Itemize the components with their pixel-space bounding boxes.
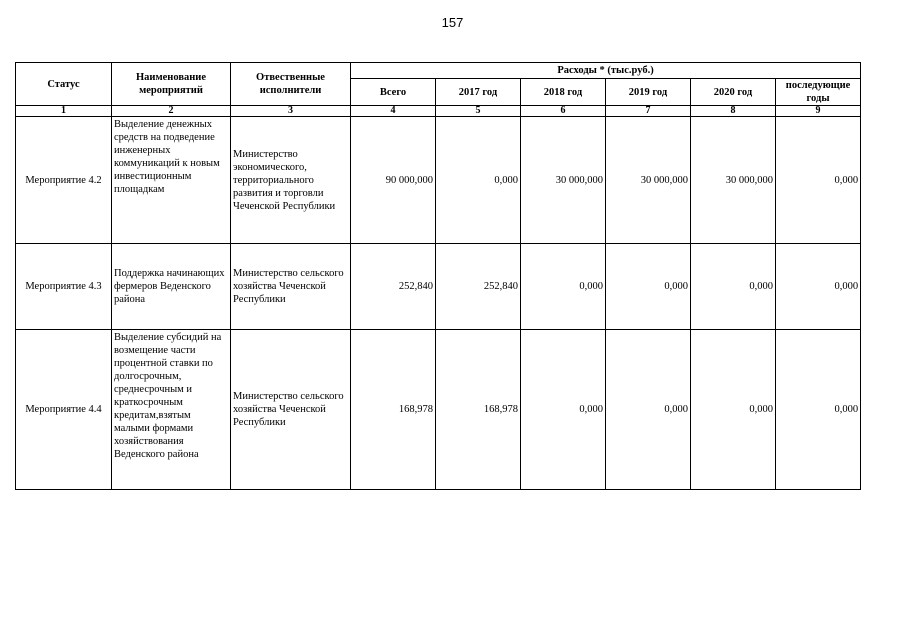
row-status: Мероприятие 4.3 xyxy=(16,244,112,330)
row-2020: 0,000 xyxy=(691,244,776,330)
table-row xyxy=(16,244,861,330)
row-total: 90 000,000 xyxy=(351,117,436,244)
row-later-years: 0,000 xyxy=(776,330,861,490)
row-status: Мероприятие 4.4 xyxy=(16,330,112,490)
row-responsible: Министерство сельского хозяйства Чеченской Республики xyxy=(231,330,351,490)
column-number: 3 xyxy=(231,106,351,117)
column-number: 1 xyxy=(16,106,112,117)
header-2019: 2019 год xyxy=(606,79,691,106)
row-responsible: Министерство сельского хозяйства Чеченской Республики xyxy=(231,244,351,330)
row-total: 252,840 xyxy=(351,244,436,330)
row-2020: 0,000 xyxy=(691,330,776,490)
row-2019: 0,000 xyxy=(606,244,691,330)
expenses-table xyxy=(15,62,861,490)
column-number-row xyxy=(16,106,861,117)
row-2017: 252,840 xyxy=(436,244,521,330)
row-name: Выделение субсидий на возмещение части процентной ставки по долгосрочным, среднесрочным и краткосрочным кредитам,взятым малыми формами хозяйствования Веденского района xyxy=(112,330,231,490)
row-2017: 168,978 xyxy=(436,330,521,490)
row-name: Выделение денежных средств на подведение инженерных коммуникаций к новым инвестиционным площадкам xyxy=(112,117,231,244)
row-2020: 30 000,000 xyxy=(691,117,776,244)
row-2018: 30 000,000 xyxy=(521,117,606,244)
header-2018: 2018 год xyxy=(521,79,606,106)
header-2017: 2017 год xyxy=(436,79,521,106)
header-status: Статус xyxy=(16,63,112,106)
row-2019: 30 000,000 xyxy=(606,117,691,244)
row-2017: 0,000 xyxy=(436,117,521,244)
column-number: 8 xyxy=(691,106,776,117)
column-number: 5 xyxy=(436,106,521,117)
row-2019: 0,000 xyxy=(606,330,691,490)
row-2018: 0,000 xyxy=(521,330,606,490)
header-expenses: Расходы * (тыс.руб.) xyxy=(351,63,861,79)
table-row xyxy=(16,330,861,490)
column-number: 6 xyxy=(521,106,606,117)
header-total: Всего xyxy=(351,79,436,106)
row-status: Мероприятие 4.2 xyxy=(16,117,112,244)
row-later-years: 0,000 xyxy=(776,117,861,244)
table-row xyxy=(16,117,861,244)
header-later-years: последующие годы xyxy=(776,79,861,106)
header-2020: 2020 год xyxy=(691,79,776,106)
column-number: 9 xyxy=(776,106,861,117)
row-name: Поддержка начинающих фермеров Веденского района xyxy=(112,244,231,330)
column-number: 7 xyxy=(606,106,691,117)
row-total: 168,978 xyxy=(351,330,436,490)
row-later-years: 0,000 xyxy=(776,244,861,330)
header-responsible: Отвественные исполнители xyxy=(231,63,351,106)
column-number: 2 xyxy=(112,106,231,117)
page-number: 157 xyxy=(441,15,464,30)
column-number: 4 xyxy=(351,106,436,117)
row-responsible: Министерство экономического, территориального развития и торговли Чеченской Республики xyxy=(231,117,351,244)
row-2018: 0,000 xyxy=(521,244,606,330)
header-name: Наименование мероприятий xyxy=(112,63,231,106)
